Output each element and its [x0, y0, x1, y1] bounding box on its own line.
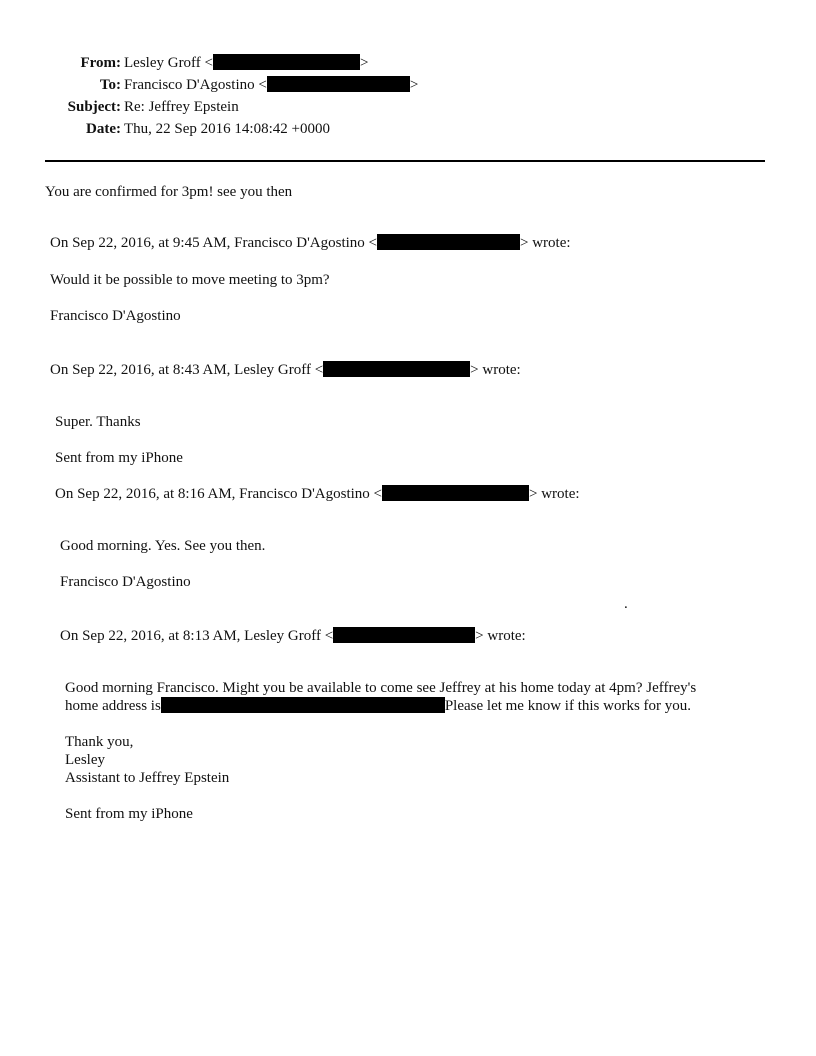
quote1-header-text: On Sep 22, 2016, at 9:45 AM, Francisco D'Agostino: [50, 235, 365, 251]
quote3-header-text: On Sep 22, 2016, at 8:16 AM, Francisco D'Agostino: [55, 486, 370, 502]
date-value: Thu, 22 Sep 2016 14:08:42 +0000: [124, 121, 330, 137]
quote2-sent: Sent from my iPhone: [55, 450, 183, 466]
gt-sign: >: [520, 235, 529, 251]
quote4-name: Lesley: [65, 752, 105, 768]
subject-value: Re: Jeffrey Epstein: [124, 99, 239, 115]
wrote-label: wrote:: [482, 362, 521, 378]
lt-sign: <: [368, 235, 377, 251]
redaction-box: [382, 485, 529, 501]
redaction-box: [213, 54, 360, 70]
redaction-box: [333, 627, 475, 643]
redaction-box: [161, 697, 445, 713]
gt-sign: >: [409, 77, 419, 93]
wrote-label: wrote:: [541, 486, 580, 502]
redaction-box: [377, 234, 520, 250]
quote1-header: [50, 234, 571, 252]
quote2-header-text: On Sep 22, 2016, at 8:43 AM, Lesley Groff: [50, 362, 311, 378]
subject-label: Subject:: [67, 99, 121, 115]
from-name: Lesley Groff: [124, 55, 201, 71]
lt-sign: <: [373, 486, 382, 502]
gt-sign: >: [360, 55, 369, 71]
quote3-signature: Francisco D'Agostino: [60, 574, 191, 590]
gt-sign: >: [470, 362, 479, 378]
redaction-box: [267, 76, 410, 92]
redaction-box: [323, 361, 470, 377]
quote2-line: Super. Thanks: [55, 414, 141, 430]
quote4-header-text: On Sep 22, 2016, at 8:13 AM, Lesley Groff: [60, 628, 321, 644]
lt-sign: <: [204, 55, 213, 71]
quote1-signature: Francisco D'Agostino: [50, 308, 181, 324]
from-label: From:: [80, 55, 121, 71]
reply-confirm: You are confirmed for 3pm! see you then: [45, 184, 293, 200]
quote4-line2-tail: Please let me know if this works for you.: [444, 698, 692, 714]
lt-sign: <: [258, 77, 267, 93]
lt-sign: <: [314, 362, 324, 378]
quote1-line: Would it be possible to move meeting to 3pm?: [50, 272, 330, 288]
date-label: Date:: [86, 121, 121, 137]
quote4-header: [60, 627, 526, 645]
quote3-line: Good morning. Yes. See you then.: [60, 538, 266, 554]
quote4-sent: Sent from my iPhone: [65, 806, 193, 822]
quote4-thanks: Thank you,: [65, 734, 134, 750]
from-value: [124, 52, 368, 74]
wrote-label: wrote:: [487, 628, 526, 644]
to-name: Francisco D'Agostino: [124, 77, 255, 93]
header-divider: [45, 160, 765, 162]
to-value: [124, 74, 418, 96]
gt-sign: >: [475, 628, 484, 644]
stray-mark: .: [624, 596, 628, 612]
quote4-line2: [65, 697, 691, 715]
wrote-label: wrote:: [532, 235, 571, 251]
quote4-line1: Good morning Francisco. Might you be available to come see Jeffrey at his home today at 4pm? Jeffrey's: [65, 680, 697, 696]
quote4-line2-text: home address is: [65, 698, 161, 714]
quote3-header: [55, 485, 580, 503]
gt-sign: >: [529, 486, 538, 502]
lt-sign: <: [324, 628, 334, 644]
to-label: To:: [99, 77, 121, 93]
quote4-title: Assistant to Jeffrey Epstein: [65, 770, 230, 786]
quote2-header: [50, 361, 521, 379]
